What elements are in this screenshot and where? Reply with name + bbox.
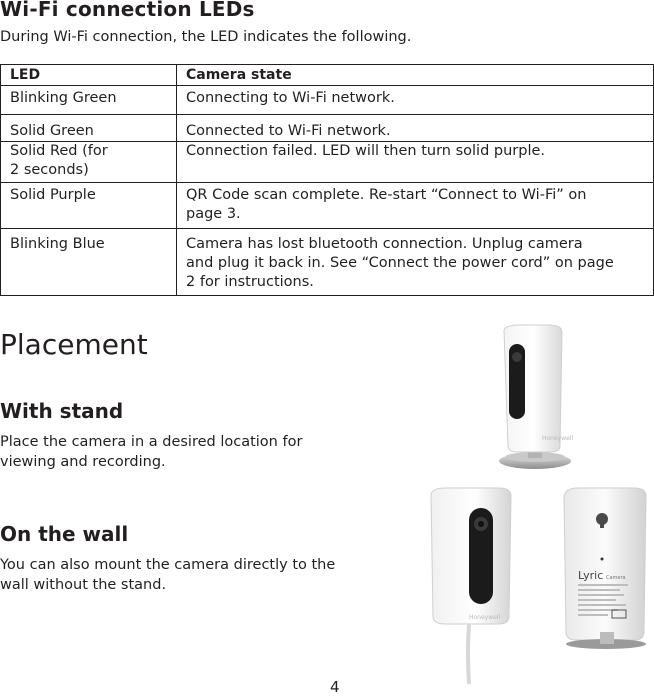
state-cell-line: and plug it back in. See “Connect the power cord” on page <box>186 255 614 271</box>
led-table <box>0 64 654 296</box>
with-stand-text <box>0 432 370 472</box>
led-cell: Solid Green <box>1 115 177 142</box>
camera-wall-front-image <box>425 484 525 684</box>
page-number: 4 <box>330 678 340 696</box>
state-cell: Connection failed. LED will then turn solid purple. <box>177 142 654 183</box>
on-wall-text-line: wall without the stand. <box>0 577 167 593</box>
table-row <box>1 229 654 296</box>
led-cell: Blinking Blue <box>1 229 177 296</box>
state-cell <box>177 229 654 296</box>
led-column-header: LED <box>1 65 177 86</box>
camera-state-column-header: Camera state <box>177 65 654 86</box>
table-row <box>1 86 654 115</box>
brand-label-back: Lyric <box>578 569 604 582</box>
led-section-intro: During Wi-Fi connection, the LED indicates the following. <box>0 29 412 45</box>
placement-title: Placement <box>0 328 148 361</box>
power-cord <box>468 624 469 684</box>
with-stand-text-line: Place the camera in a desired location for <box>0 434 303 450</box>
table-row <box>1 183 654 229</box>
table-row <box>1 142 654 183</box>
state-cell: Connecting to Wi-Fi network. <box>177 86 654 115</box>
camera-on-stand-image <box>490 322 580 472</box>
led-table-header-row <box>1 65 654 86</box>
state-cell-line: QR Code scan complete. Re-start “Connect to Wi-Fi” on <box>186 187 587 203</box>
led-section-title: Wi-Fi connection LEDs <box>0 0 255 21</box>
led-cell: Solid Purple <box>1 183 177 229</box>
on-wall-heading: On the wall <box>0 522 129 546</box>
camera-wall-back-image <box>558 484 654 654</box>
state-cell-line: 2 for instructions. <box>186 274 314 290</box>
camera-body <box>564 488 646 640</box>
brand-sub-label: Camera <box>606 575 626 581</box>
on-wall-text <box>0 555 370 595</box>
led-cell-line: Solid Red (for <box>10 143 108 159</box>
brand-label: Honeywell <box>469 614 501 621</box>
brand-label: Honeywell <box>542 435 574 442</box>
with-stand-text-line: viewing and recording. <box>0 454 166 470</box>
state-cell-line: Camera has lost bluetooth connection. Unplug camera <box>186 236 583 252</box>
on-wall-text-line: You can also mount the camera directly to the <box>0 557 336 573</box>
with-stand-heading: With stand <box>0 399 124 423</box>
led-cell-line: 2 seconds) <box>10 162 89 178</box>
led-cell <box>1 142 177 183</box>
state-cell-line: page 3. <box>186 206 241 222</box>
state-cell: Connected to Wi-Fi network. <box>177 115 654 142</box>
table-row <box>1 115 654 142</box>
state-cell <box>177 183 654 229</box>
led-cell: Blinking Green <box>1 86 177 115</box>
